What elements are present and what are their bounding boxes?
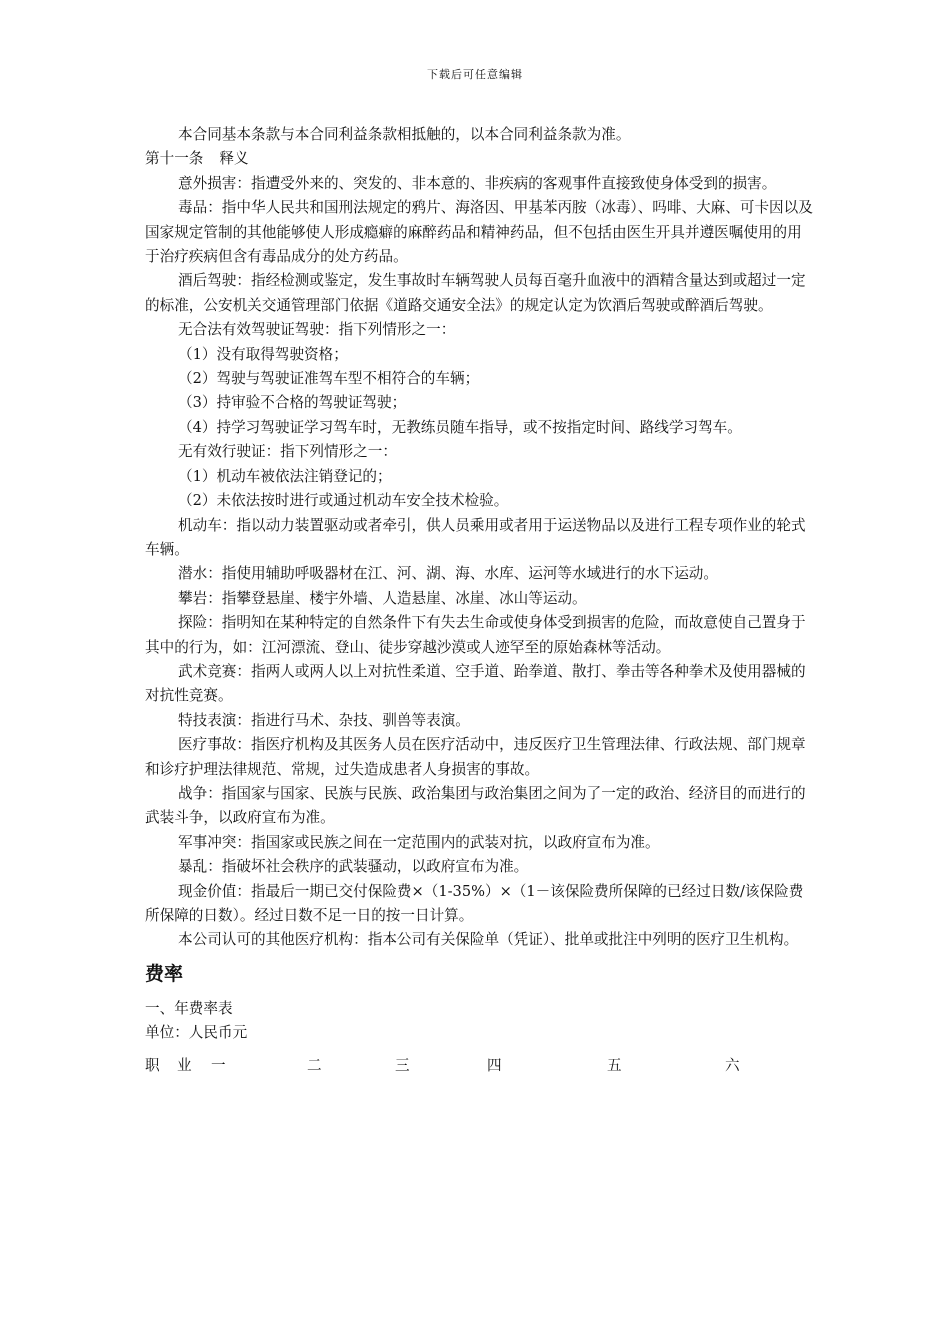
article-title: 释义: [219, 150, 249, 168]
rate-table-title: 一、年费率表: [145, 999, 233, 1017]
column-header: 职: [145, 1056, 160, 1074]
definition-paragraph: 武术竞赛：指两人或两人以上对抗性柔道、空手道、跆拳道、散打、拳击等各种拳术及使用器械的对抗性竞赛。: [145, 662, 806, 705]
intro-paragraph: 本合同基本条款与本合同利益条款相抵触的，以本合同利益条款为准。: [178, 126, 631, 143]
definition-paragraph: 无合法有效驾驶证驾驶：指下列情形之一：: [178, 321, 456, 339]
column-header: 六: [725, 1056, 740, 1074]
definition-paragraph: 机动车：指以动力装置驱动或者牵引，供人员乘用或者用于运送物品以及进行工程专项作业的轮式车辆。: [145, 516, 806, 558]
column-header: 五: [607, 1056, 622, 1074]
column-header: 二: [307, 1056, 322, 1074]
definition-list-item: （1）机动车被依法注销登记的；: [178, 467, 392, 485]
rates-heading: 费率: [145, 962, 184, 985]
rate-unit: 单位：人民币元: [145, 1024, 248, 1042]
definition-list-item: （1）没有取得驾驶资格；: [178, 345, 348, 363]
article-number: 第十一条: [145, 150, 204, 168]
definition-paragraph: 攀岩：指攀登悬崖、楼宇外墙、人造悬崖、冰崖、冰山等运动。: [178, 589, 587, 607]
definition-paragraph: 战争：指国家与国家、民族与民族、政治集团与政治集团之间为了一定的政治、经济目的而进行的武装斗争，以政府宣布为准。: [145, 784, 806, 827]
definition-paragraph: 意外损害：指遭受外来的、突发的、非本意的、非疾病的客观事件直接致使身体受到的损害。: [178, 174, 777, 192]
definition-paragraph: 无有效行驶证：指下列情形之一：: [178, 443, 397, 461]
page-header: 下载后可任意编辑: [427, 68, 523, 81]
definition-paragraph: 酒后驾驶：指经检测或鉴定，发生事故时车辆驾驶人员每百毫升血液中的酒精含量达到或超过一定的标准，公安机关交通管理部门依据《道路交通安全法》的规定认定为饮酒后驾驶或醉酒后驾驶。: [145, 272, 806, 314]
definition-paragraph: 潜水：指使用辅助呼吸器材在江、河、湖、海、水库、运河等水域进行的水下运动。: [178, 565, 718, 583]
definition-paragraph: 特技表演：指进行马术、杂技、驯兽等表演。: [178, 711, 470, 729]
definition-list-item: （3）持审验不合格的驾驶证驾驶；: [178, 394, 407, 412]
definition-paragraph: 军事冲突：指国家或民族之间在一定范围内的武装对抗，以政府宣布为准。: [178, 833, 660, 851]
column-header: 一: [211, 1056, 226, 1074]
column-header: 三: [395, 1056, 410, 1074]
definitions-list: [145, 172, 815, 953]
definition-paragraph: 医疗事故：指医疗机构及其医务人员在医疗活动中，违反医疗卫生管理法律、行政法规、部门规章和诊疗护理法律规范、常规，过失造成患者人身损害的事故。: [145, 736, 806, 778]
definition-paragraph: 毒品：指中华人民共和国刑法规定的鸦片、海洛因、甲基苯丙胺（冰毒）、吗啡、大麻、可卡因以及国家规定管制的其他能够使人形成瘾癖的麻醉药品和精神药品，但不包括由医生开具并遵医嘱使用的用于治疗疾病但含有毒品成分的处方药品。: [145, 199, 813, 266]
column-header: 业: [177, 1056, 192, 1074]
column-header: 四: [487, 1056, 502, 1074]
definition-paragraph: 暴乱：指破坏社会秩序的武装骚动，以政府宣布为准。: [178, 858, 529, 876]
article-heading: [145, 147, 815, 171]
definition-paragraph: 本公司认可的其他医疗机构：指本公司有关保险单（凭证）、批单或批注中列明的医疗卫生机构。: [178, 931, 799, 949]
definition-list-item: （2）驾驶与驾驶证准驾车型不相符合的车辆；: [178, 370, 480, 388]
definition-paragraph: 探险：指明知在某种特定的自然条件下有失去生命或使身体受到损害的危险，而故意使自己置身于其中的行为，如：江河漂流、登山、徒步穿越沙漠或人迹罕至的原始森林等活动。: [145, 614, 806, 656]
definition-paragraph: 现金价值：指最后一期已交付保险费×（1-35%）×（1－该保险费所保障的已经过日数/该保险费所保障的日数）。经过日数不足一日的按一日计算。: [145, 882, 804, 924]
definition-list-item: （4）持学习驾驶证学习驾车时，无教练员随车指导，或不按指定时间、路线学习驾车。: [178, 418, 742, 436]
definition-list-item: （2）未依法按时进行或通过机动车安全技术检验。: [178, 492, 509, 510]
document-body: [145, 123, 815, 1080]
rate-table-header-row: [145, 1054, 815, 1080]
